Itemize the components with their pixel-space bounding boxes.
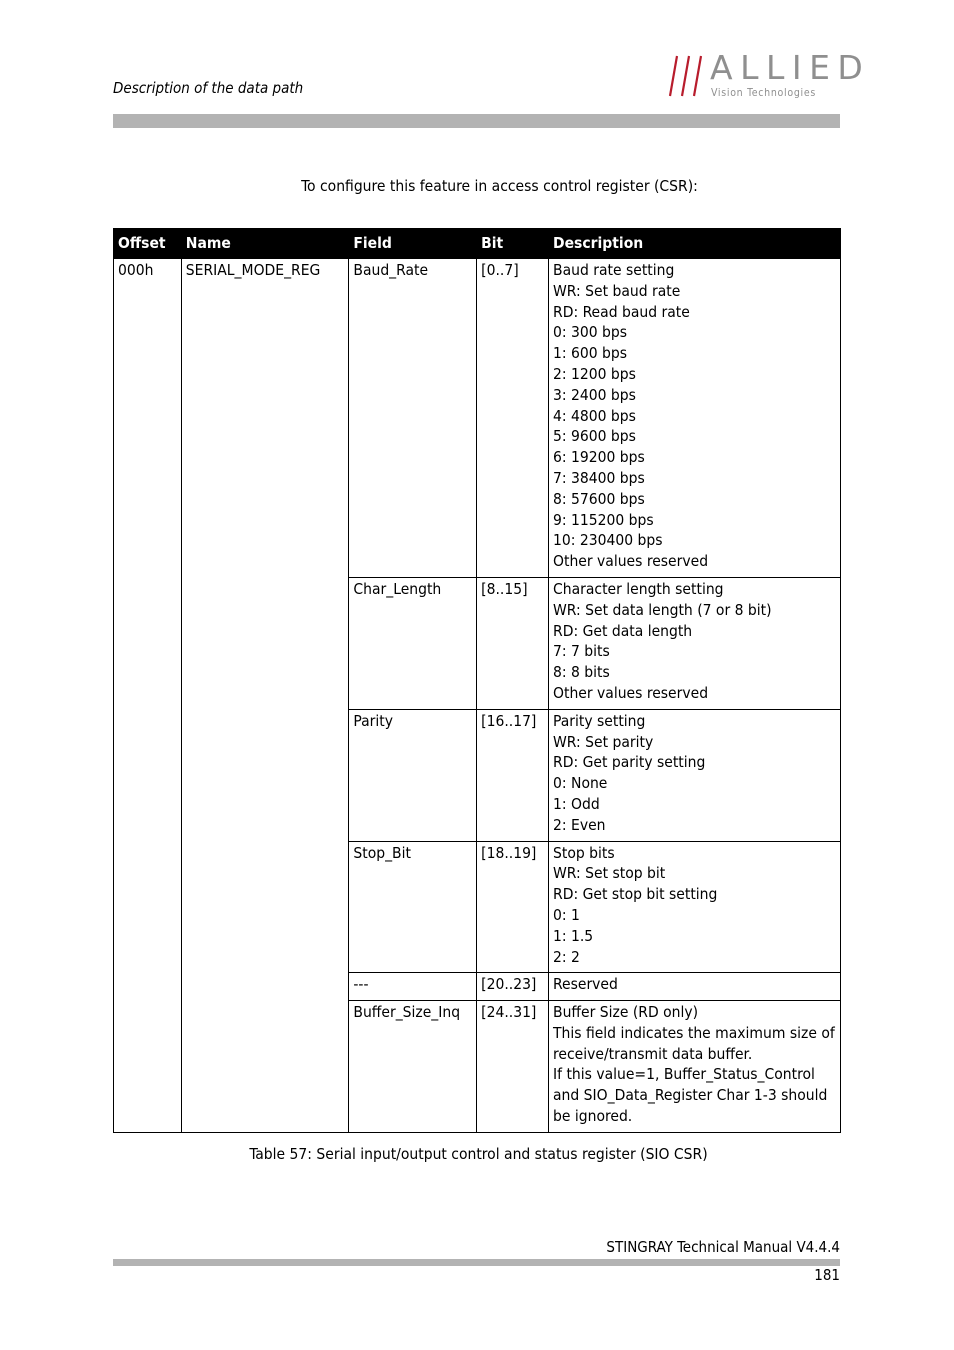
field-cell: Buffer_Size_Inq bbox=[349, 1001, 477, 1133]
field-cell: --- bbox=[349, 973, 477, 1001]
description-line: 6: 19200 bps bbox=[553, 448, 645, 467]
description-line: 8: 8 bits bbox=[553, 663, 610, 682]
description-line: Other values reserved bbox=[553, 683, 709, 702]
intro-text: To configure this feature in access control register (CSR): bbox=[301, 177, 698, 195]
logo-subtitle: Vision Technologies bbox=[711, 87, 816, 99]
description-line: be ignored. bbox=[553, 1107, 633, 1126]
description-line: This field indicates the maximum size of bbox=[553, 1023, 835, 1042]
description-line: WR: Set parity bbox=[553, 732, 654, 751]
description-line: Buffer Size (RD only) bbox=[553, 1003, 699, 1022]
logo-slashes-icon bbox=[668, 54, 708, 98]
description-line: RD: Get parity setting bbox=[553, 753, 706, 772]
field-cell: Parity bbox=[349, 709, 477, 841]
description-line: 0: 1 bbox=[553, 905, 580, 924]
description-line: and SIO_Data_Register Char 1-3 should bbox=[553, 1086, 828, 1105]
bit-cell: [24..31] bbox=[477, 1001, 549, 1133]
description-cell bbox=[549, 709, 841, 841]
description-line: Parity setting bbox=[553, 711, 646, 730]
description-line: 2: 2 bbox=[553, 947, 580, 966]
bit-cell: [18..19] bbox=[477, 841, 549, 973]
description-line: Baud rate setting bbox=[553, 261, 675, 279]
manual-title: STINGRAY Technical Manual V4.4.4 bbox=[606, 1238, 840, 1256]
column-header-name: Name bbox=[181, 229, 349, 259]
footer-rule bbox=[113, 1259, 840, 1266]
table-row bbox=[114, 259, 841, 578]
description-line: 1: Odd bbox=[553, 794, 600, 813]
description-line: Other values reserved bbox=[553, 552, 709, 571]
offset-cell: 000h bbox=[114, 259, 182, 1133]
description-line: receive/transmit data buffer. bbox=[553, 1044, 753, 1063]
bit-cell: [0..7] bbox=[477, 259, 549, 578]
description-line: RD: Get stop bit setting bbox=[553, 885, 718, 904]
bit-cell: [16..17] bbox=[477, 709, 549, 841]
description-cell bbox=[549, 841, 841, 973]
field-cell: Stop_Bit bbox=[349, 841, 477, 973]
description-line: RD: Read baud rate bbox=[553, 302, 690, 321]
description-line: Reserved bbox=[553, 975, 618, 994]
description-line: 4: 4800 bps bbox=[553, 406, 636, 425]
description-line: If this value=1, Buffer_Status_Control bbox=[553, 1065, 815, 1084]
logo-brand-text: ALLIED bbox=[710, 48, 871, 87]
header-rule bbox=[113, 114, 840, 128]
bit-cell: [8..15] bbox=[477, 577, 549, 709]
section-title: Description of the data path bbox=[113, 79, 304, 97]
description-line: 1: 1.5 bbox=[553, 926, 594, 945]
description-line: RD: Get data length bbox=[553, 621, 693, 640]
column-header-field: Field bbox=[349, 229, 477, 259]
table-header-row bbox=[114, 229, 841, 259]
description-line: 7: 7 bits bbox=[553, 642, 610, 661]
description-cell bbox=[549, 973, 841, 1001]
allied-logo bbox=[668, 48, 871, 102]
field-cell: Baud_Rate bbox=[349, 259, 477, 578]
column-header-bit: Bit bbox=[477, 229, 549, 259]
description-cell bbox=[549, 577, 841, 709]
table-caption: Table 57: Serial input/output control and status register (SIO CSR) bbox=[249, 1145, 708, 1163]
description-line: WR: Set baud rate bbox=[553, 281, 681, 300]
column-header-offset: Offset bbox=[114, 229, 182, 259]
description-cell bbox=[549, 1001, 841, 1133]
description-line: 7: 38400 bps bbox=[553, 468, 645, 487]
description-line: Character length setting bbox=[553, 579, 724, 598]
register-table bbox=[113, 228, 841, 1133]
description-line: 1: 600 bps bbox=[553, 344, 628, 363]
column-header-description: Description bbox=[549, 229, 841, 259]
description-line: 10: 230400 bps bbox=[553, 531, 663, 550]
description-line: WR: Set data length (7 or 8 bit) bbox=[553, 600, 772, 619]
description-line: 0: None bbox=[553, 774, 608, 793]
description-line: 5: 9600 bps bbox=[553, 427, 636, 446]
register-name-cell: SERIAL_MODE_REG bbox=[181, 259, 349, 1133]
page-number: 181 bbox=[814, 1266, 840, 1284]
description-line: 8: 57600 bps bbox=[553, 489, 645, 508]
description-line: 2: 1200 bps bbox=[553, 364, 636, 383]
description-line: 2: Even bbox=[553, 815, 606, 834]
description-cell bbox=[549, 259, 841, 578]
description-line: Stop bits bbox=[553, 843, 615, 862]
bit-cell: [20..23] bbox=[477, 973, 549, 1001]
description-line: 0: 300 bps bbox=[553, 323, 628, 342]
field-cell: Char_Length bbox=[349, 577, 477, 709]
description-line: 9: 115200 bps bbox=[553, 510, 654, 529]
description-line: WR: Set stop bit bbox=[553, 864, 666, 883]
description-line: 3: 2400 bps bbox=[553, 385, 636, 404]
